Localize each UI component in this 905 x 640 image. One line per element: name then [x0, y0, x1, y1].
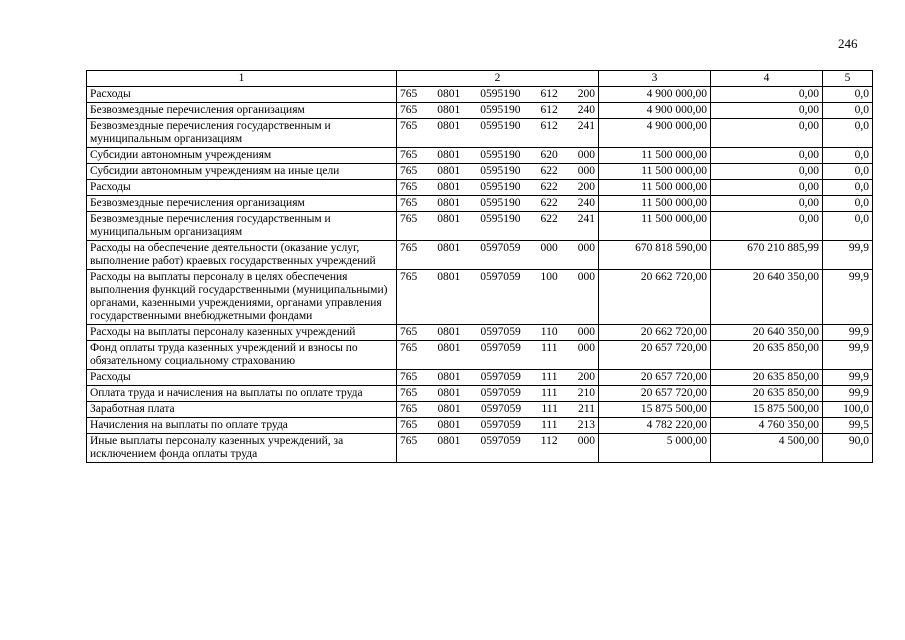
row-name: Иные выплаты персоналу казенных учреждений, за исключением фонда оплаты труда	[87, 434, 397, 463]
planned-amount: 20 657 720,00	[599, 370, 711, 386]
planned-amount: 20 662 720,00	[599, 270, 711, 325]
execution-percent: 99,9	[823, 270, 873, 325]
planned-amount: 20 662 720,00	[599, 325, 711, 341]
header-col-4: 4	[711, 71, 823, 87]
code-kosgu: 000	[577, 242, 595, 254]
planned-amount: 4 782 220,00	[599, 418, 711, 434]
code-section: 0801	[437, 403, 461, 415]
code-target: 0595190	[480, 104, 521, 116]
row-codes	[397, 103, 599, 119]
code-kosgu: 000	[577, 342, 595, 354]
execution-percent: 0,0	[823, 212, 873, 241]
code-expense-type: 612	[540, 104, 558, 116]
executed-amount: 20 635 850,00	[711, 370, 823, 386]
code-section: 0801	[437, 197, 461, 209]
execution-percent: 0,0	[823, 103, 873, 119]
code-expense-type: 111	[541, 403, 558, 415]
executed-amount: 20 635 850,00	[711, 386, 823, 402]
table-row	[87, 103, 873, 119]
execution-percent: 99,9	[823, 241, 873, 270]
code-kosgu: 000	[577, 165, 595, 177]
code-admin: 765	[400, 104, 418, 116]
code-target: 0595190	[480, 181, 521, 193]
header-col-2: 2	[397, 71, 599, 87]
executed-amount: 0,00	[711, 164, 823, 180]
code-section: 0801	[437, 342, 461, 354]
code-expense-type: 111	[541, 371, 558, 383]
code-admin: 765	[400, 242, 418, 254]
planned-amount: 20 657 720,00	[599, 341, 711, 370]
code-kosgu: 240	[577, 104, 595, 116]
row-name: Безвозмездные перечисления государственным и муниципальным организациям	[87, 212, 397, 241]
code-target: 0595190	[480, 165, 521, 177]
executed-amount: 0,00	[711, 212, 823, 241]
code-target: 0595190	[480, 88, 521, 100]
code-kosgu: 000	[577, 149, 595, 161]
code-section: 0801	[437, 387, 461, 399]
header-col-1: 1	[87, 71, 397, 87]
row-codes	[397, 402, 599, 418]
code-kosgu: 241	[577, 213, 595, 225]
code-target: 0597059	[480, 242, 521, 254]
code-admin: 765	[400, 271, 418, 283]
code-expense-type: 111	[541, 342, 558, 354]
row-name: Субсидии автономным учреждениям	[87, 148, 397, 164]
code-expense-type: 620	[540, 149, 558, 161]
table-row	[87, 212, 873, 241]
table-row	[87, 87, 873, 103]
table-row	[87, 119, 873, 148]
code-target: 0597059	[480, 342, 521, 354]
budget-table	[86, 70, 873, 463]
row-name: Расходы	[87, 87, 397, 103]
executed-amount: 0,00	[711, 196, 823, 212]
code-section: 0801	[437, 181, 461, 193]
code-expense-type: 112	[540, 435, 558, 447]
row-codes	[397, 87, 599, 103]
header-row	[87, 71, 873, 87]
execution-percent: 99,5	[823, 418, 873, 434]
table-row	[87, 370, 873, 386]
code-kosgu: 200	[577, 181, 595, 193]
execution-percent: 100,0	[823, 402, 873, 418]
row-name: Субсидии автономным учреждениям на иные цели	[87, 164, 397, 180]
executed-amount: 4 500,00	[711, 434, 823, 463]
table-row	[87, 418, 873, 434]
table-row	[87, 180, 873, 196]
code-expense-type: 110	[540, 326, 558, 338]
planned-amount: 670 818 590,00	[599, 241, 711, 270]
planned-amount: 4 900 000,00	[599, 87, 711, 103]
executed-amount: 0,00	[711, 119, 823, 148]
row-codes	[397, 386, 599, 402]
table-row	[87, 325, 873, 341]
code-target: 0595190	[480, 197, 521, 209]
code-kosgu: 000	[577, 271, 595, 283]
executed-amount: 20 640 350,00	[711, 270, 823, 325]
planned-amount: 11 500 000,00	[599, 164, 711, 180]
code-expense-type: 622	[540, 181, 558, 193]
header-col-3: 3	[599, 71, 711, 87]
executed-amount: 20 640 350,00	[711, 325, 823, 341]
planned-amount: 4 900 000,00	[599, 119, 711, 148]
row-codes	[397, 241, 599, 270]
table-row	[87, 402, 873, 418]
row-codes	[397, 212, 599, 241]
executed-amount: 4 760 350,00	[711, 418, 823, 434]
code-admin: 765	[400, 326, 418, 338]
executed-amount: 20 635 850,00	[711, 341, 823, 370]
table-row	[87, 341, 873, 370]
page-number: 246	[838, 36, 858, 51]
code-admin: 765	[400, 342, 418, 354]
row-codes	[397, 119, 599, 148]
code-section: 0801	[437, 242, 461, 254]
code-target: 0597059	[480, 326, 521, 338]
code-section: 0801	[437, 326, 461, 338]
code-target: 0597059	[480, 387, 521, 399]
code-admin: 765	[400, 403, 418, 415]
row-codes	[397, 341, 599, 370]
code-expense-type: 622	[540, 165, 558, 177]
execution-percent: 0,0	[823, 196, 873, 212]
planned-amount: 11 500 000,00	[599, 196, 711, 212]
code-kosgu: 213	[577, 419, 595, 431]
row-name: Безвозмездные перечисления государственным и муниципальным организациям	[87, 119, 397, 148]
row-codes	[397, 270, 599, 325]
execution-percent: 0,0	[823, 180, 873, 196]
executed-amount: 670 210 885,99	[711, 241, 823, 270]
code-target: 0595190	[480, 149, 521, 161]
row-name: Начисления на выплаты по оплате труда	[87, 418, 397, 434]
execution-percent: 0,0	[823, 148, 873, 164]
row-codes	[397, 370, 599, 386]
code-kosgu: 240	[577, 197, 595, 209]
code-kosgu: 000	[577, 435, 595, 447]
code-kosgu: 211	[578, 403, 595, 415]
execution-percent: 90,0	[823, 434, 873, 463]
table-row	[87, 434, 873, 463]
code-section: 0801	[437, 271, 461, 283]
code-section: 0801	[437, 213, 461, 225]
execution-percent: 99,9	[823, 386, 873, 402]
code-section: 0801	[437, 419, 461, 431]
row-name: Расходы	[87, 180, 397, 196]
table-row	[87, 270, 873, 325]
code-kosgu: 200	[577, 88, 595, 100]
planned-amount: 4 900 000,00	[599, 103, 711, 119]
planned-amount: 20 657 720,00	[599, 386, 711, 402]
executed-amount: 0,00	[711, 103, 823, 119]
code-target: 0597059	[480, 419, 521, 431]
table-row	[87, 164, 873, 180]
code-kosgu: 210	[577, 387, 595, 399]
execution-percent: 0,0	[823, 119, 873, 148]
code-expense-type: 111	[541, 419, 558, 431]
code-section: 0801	[437, 435, 461, 447]
table-row	[87, 148, 873, 164]
code-admin: 765	[400, 387, 418, 399]
code-section: 0801	[437, 104, 461, 116]
code-expense-type: 622	[540, 197, 558, 209]
planned-amount: 11 500 000,00	[599, 212, 711, 241]
code-admin: 765	[400, 197, 418, 209]
code-admin: 765	[400, 435, 418, 447]
row-codes	[397, 418, 599, 434]
executed-amount: 0,00	[711, 180, 823, 196]
row-name: Фонд оплаты труда казенных учреждений и взносы по обязательному социальному страхованию	[87, 341, 397, 370]
code-kosgu: 241	[577, 120, 595, 132]
code-target: 0597059	[480, 271, 521, 283]
code-expense-type: 612	[540, 88, 558, 100]
code-expense-type: 100	[540, 271, 558, 283]
code-admin: 765	[400, 165, 418, 177]
executed-amount: 15 875 500,00	[711, 402, 823, 418]
table-row	[87, 196, 873, 212]
row-name: Расходы	[87, 370, 397, 386]
row-name: Безвозмездные перечисления организациям	[87, 196, 397, 212]
code-expense-type: 000	[540, 242, 558, 254]
planned-amount: 11 500 000,00	[599, 180, 711, 196]
execution-percent: 99,9	[823, 341, 873, 370]
executed-amount: 0,00	[711, 87, 823, 103]
row-codes	[397, 164, 599, 180]
code-expense-type: 612	[540, 120, 558, 132]
code-expense-type: 622	[540, 213, 558, 225]
code-admin: 765	[400, 149, 418, 161]
execution-percent: 0,0	[823, 164, 873, 180]
planned-amount: 11 500 000,00	[599, 148, 711, 164]
code-target: 0597059	[480, 435, 521, 447]
execution-percent: 99,9	[823, 325, 873, 341]
planned-amount: 5 000,00	[599, 434, 711, 463]
code-admin: 765	[400, 181, 418, 193]
code-admin: 765	[400, 371, 418, 383]
row-name: Расходы на обеспечение деятельности (оказание услуг, выполнение работ) краевых государственных учреждений	[87, 241, 397, 270]
code-expense-type: 111	[541, 387, 558, 399]
code-kosgu: 200	[577, 371, 595, 383]
header-col-5: 5	[823, 71, 873, 87]
code-section: 0801	[437, 371, 461, 383]
code-section: 0801	[437, 149, 461, 161]
code-admin: 765	[400, 120, 418, 132]
execution-percent: 99,9	[823, 370, 873, 386]
code-admin: 765	[400, 213, 418, 225]
code-kosgu: 000	[577, 326, 595, 338]
code-admin: 765	[400, 88, 418, 100]
row-name: Расходы на выплаты персоналу казенных учреждений	[87, 325, 397, 341]
execution-percent: 0,0	[823, 87, 873, 103]
code-target: 0595190	[480, 120, 521, 132]
row-codes	[397, 325, 599, 341]
code-section: 0801	[437, 165, 461, 177]
code-section: 0801	[437, 120, 461, 132]
row-codes	[397, 180, 599, 196]
code-section: 0801	[437, 88, 461, 100]
code-target: 0595190	[480, 213, 521, 225]
executed-amount: 0,00	[711, 148, 823, 164]
table-row	[87, 241, 873, 270]
row-name: Заработная плата	[87, 402, 397, 418]
row-name: Оплата труда и начисления на выплаты по оплате труда	[87, 386, 397, 402]
row-name: Безвозмездные перечисления организациям	[87, 103, 397, 119]
code-target: 0597059	[480, 371, 521, 383]
row-codes	[397, 434, 599, 463]
code-target: 0597059	[480, 403, 522, 415]
table-row	[87, 386, 873, 402]
row-codes	[397, 196, 599, 212]
planned-amount: 15 875 500,00	[599, 402, 711, 418]
row-codes	[397, 148, 599, 164]
code-admin: 765	[400, 419, 418, 431]
row-name: Расходы на выплаты персоналу в целях обеспечения выполнения функций государственными (муниципальными) органами, казенными учреждениями, органами управления государственными внебюджетными фондами	[87, 270, 397, 325]
